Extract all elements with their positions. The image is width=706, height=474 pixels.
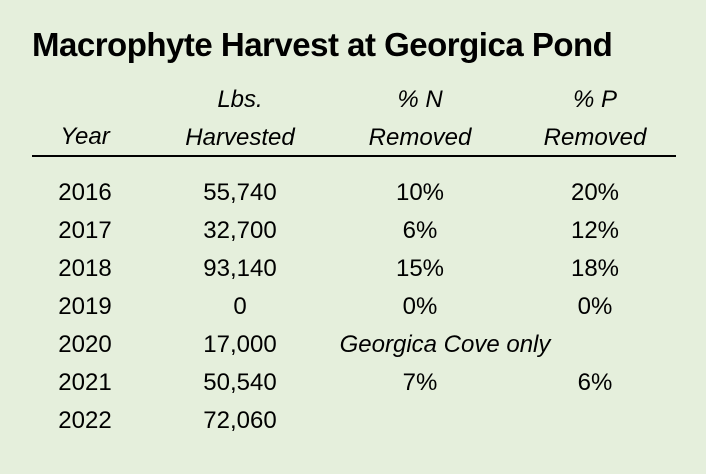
table-row xyxy=(0,364,706,402)
cell-year: 2017 xyxy=(58,217,112,244)
cell-lbs: 0 xyxy=(233,293,247,320)
cell-year: 2018 xyxy=(58,255,112,282)
cell-p: 6% xyxy=(577,369,613,396)
cell-lbs: 93,140 xyxy=(203,255,277,282)
cell-year: 2016 xyxy=(58,179,112,206)
table-row xyxy=(0,212,706,250)
header-divider xyxy=(32,155,676,157)
header-p-line2: Removed xyxy=(543,124,647,151)
cell-year: 2022 xyxy=(58,407,112,434)
cell-n: 6% xyxy=(402,217,438,244)
data-table-body xyxy=(0,174,706,440)
header-lbs-line2: Harvested xyxy=(185,124,295,151)
header-p-removed xyxy=(510,81,680,157)
table-row xyxy=(0,174,706,212)
cell-n: 15% xyxy=(395,255,445,282)
header-n-line2: Removed xyxy=(368,124,472,151)
cell-year: 2020 xyxy=(58,331,112,358)
cell-n: 7% xyxy=(402,369,438,396)
cell-lbs: 32,700 xyxy=(203,217,277,244)
header-p-line1: % P xyxy=(572,86,617,113)
table-row xyxy=(0,288,706,326)
header-year: Year xyxy=(60,123,110,150)
cell-year: 2021 xyxy=(58,369,112,396)
header-lbs-line1: Lbs. xyxy=(217,86,263,113)
cell-n: 10% xyxy=(395,179,445,206)
cell-p: 0% xyxy=(577,293,613,320)
header-lbs-harvested xyxy=(160,81,320,157)
cell-year: 2019 xyxy=(58,293,112,320)
table-row xyxy=(0,326,706,364)
cell-p: 20% xyxy=(570,179,620,206)
cell-lbs: 50,540 xyxy=(203,369,277,396)
table-row xyxy=(0,402,706,440)
cell-note: Georgica Cove only xyxy=(339,331,551,358)
table-row xyxy=(0,250,706,288)
cell-p: 18% xyxy=(570,255,620,282)
cell-lbs: 17,000 xyxy=(203,331,277,358)
header-n-line1: % N xyxy=(397,86,443,113)
header-n-removed xyxy=(335,81,505,157)
cell-n: 0% xyxy=(402,293,438,320)
cell-lbs: 72,060 xyxy=(203,407,277,434)
cell-p: 12% xyxy=(570,217,620,244)
page-title: Macrophyte Harvest at Georgica Pond xyxy=(32,26,613,63)
cell-lbs: 55,740 xyxy=(203,179,277,206)
